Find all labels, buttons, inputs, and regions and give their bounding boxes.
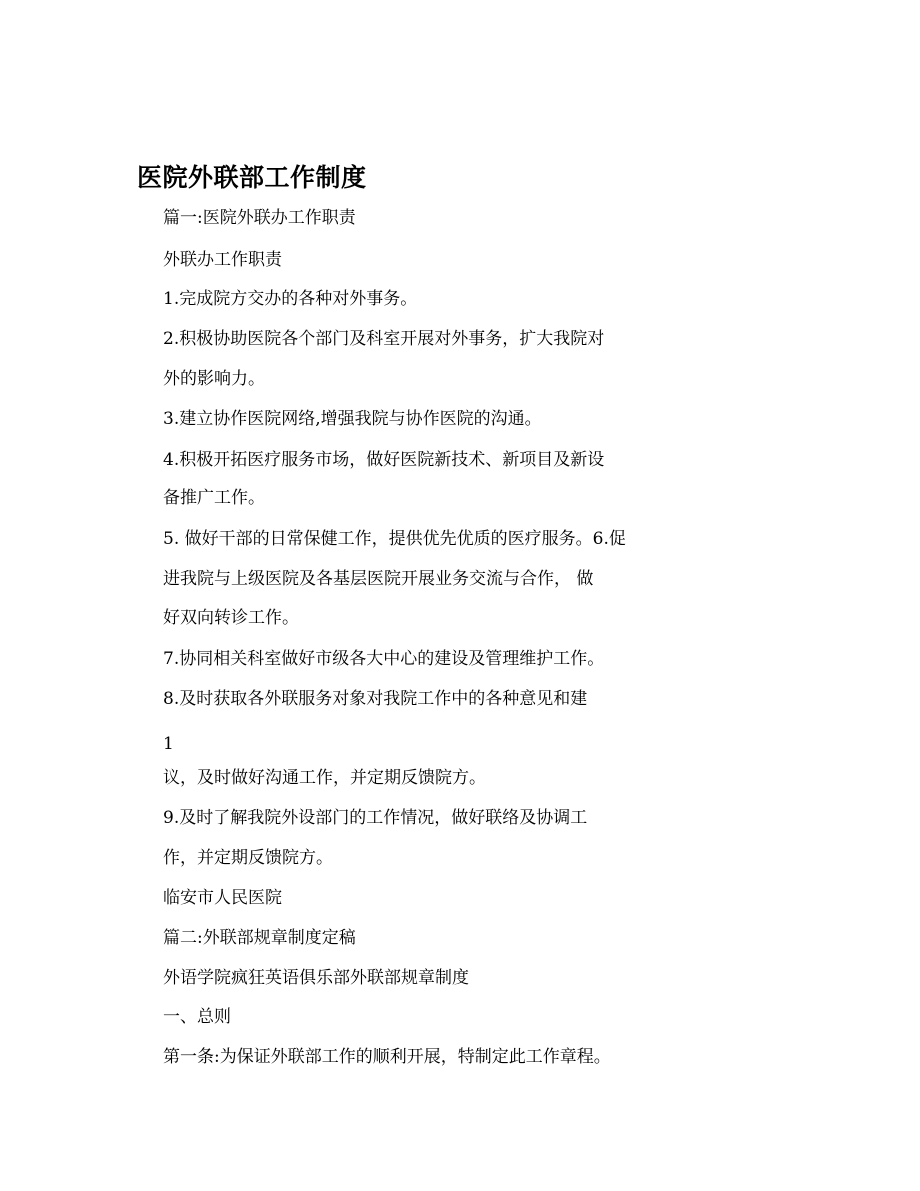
- text-line: 作，并定期反馈院方。: [163, 848, 333, 868]
- text-line: 备推广工作。: [163, 488, 265, 508]
- section-heading: 篇二:外联部规章制度定稿: [163, 928, 356, 948]
- text-line: 9.及时了解我院外设部门的工作情况，做好联络及协调工: [163, 808, 588, 828]
- text-line: 5. 做好干部的日常保健工作，提供优先优质的医疗服务。6.促: [163, 529, 626, 549]
- text-line: 2.积极协助医院各个部门及科室开展对外事务，扩大我院对: [163, 329, 605, 349]
- text-line: 3.建立协作医院网络,增强我院与协作医院的沟通。: [163, 409, 542, 429]
- text-line: 篇一:医院外联办工作职责: [163, 208, 356, 228]
- text-line: 第一条:为保证外联部工作的顺利开展，特制定此工作章程。: [163, 1047, 611, 1067]
- text-line: 4.积极开拓医疗服务市场，做好医院新技术、新项目及新设: [163, 450, 605, 470]
- text-line: 进我院与上级医院及各基层医院开展业务交流与合作， 做: [163, 569, 594, 589]
- text-line: 7.协同相关科室做好市级各大中心的建设及管理维护工作。: [163, 649, 605, 669]
- text-line: 外的影响力。: [163, 369, 265, 389]
- document-title: 医院外联部工作制度: [137, 163, 367, 192]
- text-line: 临安市人民医院: [163, 888, 282, 908]
- text-line: 一、总则: [163, 1007, 231, 1027]
- text-line: 外联办工作职责: [163, 250, 282, 270]
- text-line: 议，及时做好沟通工作，并定期反馈院方。: [163, 768, 486, 788]
- text-line: 外语学院疯狂英语俱乐部外联部规章制度: [163, 968, 469, 988]
- page-number: 1: [163, 734, 174, 754]
- text-line: 好双向转诊工作。: [163, 608, 299, 628]
- text-line: 8.及时获取各外联服务对象对我院工作中的各种意见和建: [163, 689, 588, 709]
- text-line: 1.完成院方交办的各种对外事务。: [163, 289, 418, 309]
